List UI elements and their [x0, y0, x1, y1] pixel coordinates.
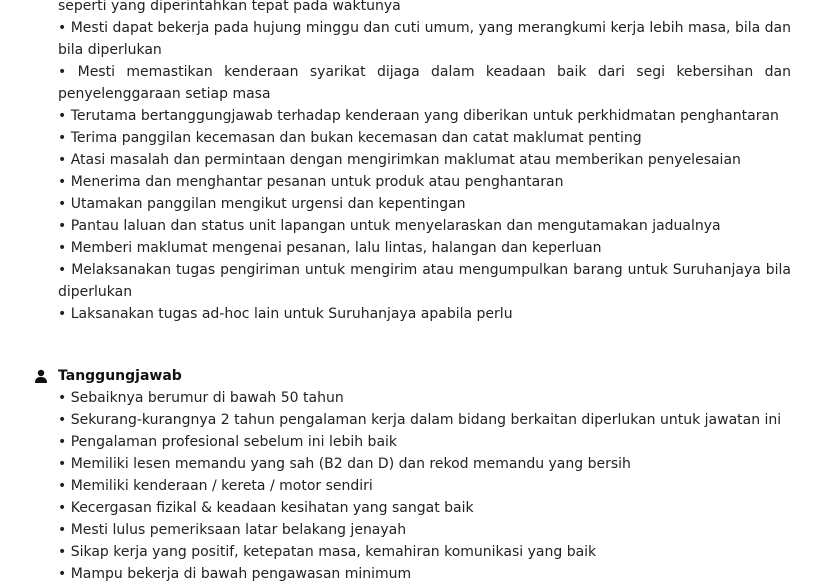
requirement-item: • Sikap kerja yang positif, ketepatan masa, kemahiran komunikasi yang baik	[58, 544, 597, 560]
duty-item: • Melaksanakan tugas pengiriman untuk mengirim atau mengumpulkan barang untuk Suruhanjaya bila diperlukan	[58, 262, 791, 300]
duty-item: seperti yang diperintahkan tepat pada waktunya	[58, 0, 401, 14]
duty-item: • Mesti dapat bekerja pada hujung minggu dan cuti umum, yang merangkumi kerja lebih masa, bila dan bila diperlukan	[58, 20, 791, 58]
section-header	[34, 365, 794, 387]
requirements-list	[58, 387, 794, 585]
requirement-item: • Mampu bekerja di bawah pengawasan minimum	[58, 566, 412, 582]
requirement-item: • Kecergasan fizikal & keadaan kesihatan yang sangat baik	[58, 500, 474, 516]
requirement-item: • Sekurang-kurangnya 2 tahun pengalaman kerja dalam bidang berkaitan diperlukan untuk jawatan ini	[58, 412, 782, 428]
requirement-item: • Memiliki lesen memandu yang sah (B2 dan D) dan rekod memandu yang bersih	[58, 456, 631, 472]
duty-item: • Menerima dan menghantar pesanan untuk produk atau penghantaran	[58, 174, 564, 190]
requirement-item: • Sebaiknya berumur di bawah 50 tahun	[58, 390, 344, 406]
requirement-item: • Pengalaman profesional sebelum ini lebih baik	[58, 434, 398, 450]
duties-list	[58, 0, 791, 325]
duty-item: • Utamakan panggilan mengikut urgensi dan kepentingan	[58, 196, 466, 212]
duty-item: • Atasi masalah dan permintaan dengan mengirimkan maklumat atau memberikan penyelesaian	[58, 152, 741, 168]
duty-item: • Pantau laluan dan status unit lapangan untuk menyelaraskan dan mengutamakan jadualnya	[58, 218, 721, 234]
section-title: Tanggungjawab	[58, 368, 182, 384]
duty-item: • Terima panggilan kecemasan dan bukan kecemasan dan catat maklumat penting	[58, 130, 642, 146]
duty-item: • Terutama bertanggungjawab terhadap kenderaan yang diberikan untuk perkhidmatan penghantaran	[58, 108, 779, 124]
requirement-item: • Memiliki kenderaan / kereta / motor sendiri	[58, 478, 373, 494]
duty-item: • Memberi maklumat mengenai pesanan, lalu lintas, halangan dan keperluan	[58, 240, 602, 256]
user-icon	[34, 369, 48, 383]
duty-item: • Laksanakan tugas ad-hoc lain untuk Suruhanjaya apabila perlu	[58, 306, 513, 322]
duty-item: • Mesti memastikan kenderaan syarikat dijaga dalam keadaan baik dari segi kebersihan dan penyelenggaraan setiap masa	[58, 64, 791, 102]
requirement-item: • Mesti lulus pemeriksaan latar belakang jenayah	[58, 522, 407, 538]
requirements-section	[34, 365, 794, 585]
